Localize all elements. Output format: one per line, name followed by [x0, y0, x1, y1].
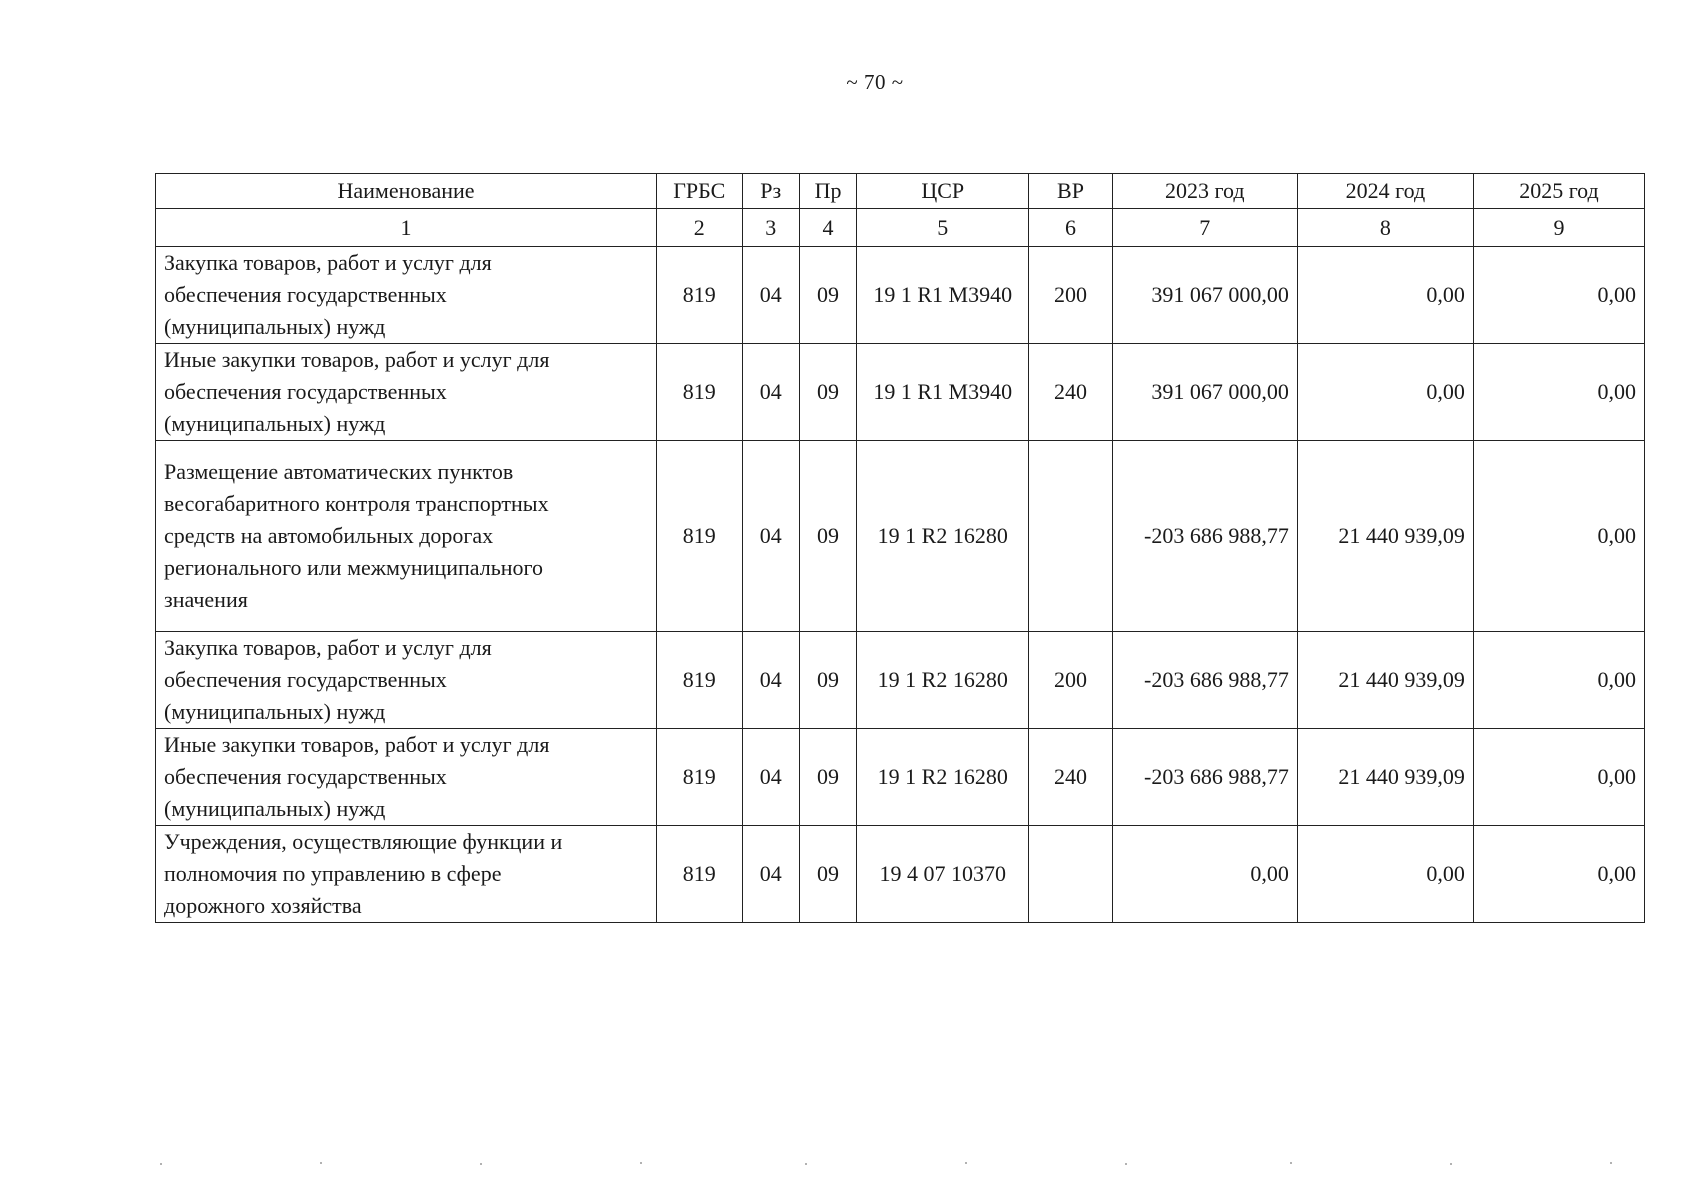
column-number: 8 [1297, 209, 1473, 247]
page-number: ~ 70 ~ [846, 70, 904, 94]
row-name-line: средств на автомобильных дорогах [164, 523, 494, 548]
row-name-line: Учреждения, осуществляющие функции и [164, 829, 563, 854]
row-rz: 04 [742, 826, 799, 923]
row-name [156, 632, 657, 729]
row-amount-2025: 0,00 [1473, 247, 1644, 344]
row-amount-2025: 0,00 [1473, 826, 1644, 923]
header-row [156, 174, 1645, 209]
row-name [156, 826, 657, 923]
row-amount-2024: 0,00 [1297, 826, 1473, 923]
scan-speck [1125, 1163, 1127, 1165]
row-amount-2025: 0,00 [1473, 344, 1644, 441]
row-vr: 200 [1029, 247, 1113, 344]
row-csr: 19 1 R2 16280 [857, 632, 1029, 729]
row-name-line: (муниципальных) нужд [164, 796, 386, 821]
row-name-line: обеспечения государственных [164, 379, 447, 404]
row-rz: 04 [742, 441, 799, 632]
row-name-line: обеспечения государственных [164, 764, 447, 789]
scan-speck [320, 1162, 322, 1164]
row-pr: 09 [799, 826, 856, 923]
row-name-line: значения [164, 587, 248, 612]
row-rz: 04 [742, 729, 799, 826]
row-pr: 09 [799, 441, 856, 632]
scan-speck [480, 1163, 482, 1165]
row-csr: 19 1 R2 16280 [857, 729, 1029, 826]
table-row [156, 344, 1645, 441]
header-csr: ЦСР [857, 174, 1029, 209]
column-number: 1 [156, 209, 657, 247]
row-name-line: полномочия по управлению в сфере [164, 861, 502, 886]
row-grbs: 819 [657, 729, 743, 826]
row-amount-2025: 0,00 [1473, 632, 1644, 729]
row-name-line: Закупка товаров, работ и услуг для [164, 250, 492, 275]
row-amount-2023: 391 067 000,00 [1112, 344, 1297, 441]
row-amount-2023: -203 686 988,77 [1112, 729, 1297, 826]
header-2025: 2025 год [1473, 174, 1644, 209]
header-grbs: ГРБС [657, 174, 743, 209]
row-vr [1029, 441, 1113, 632]
row-vr: 200 [1029, 632, 1113, 729]
row-amount-2024: 0,00 [1297, 247, 1473, 344]
row-vr: 240 [1029, 344, 1113, 441]
header-pr: Пр [799, 174, 856, 209]
row-name [156, 344, 657, 441]
row-name-line: (муниципальных) нужд [164, 314, 386, 339]
row-name-line: обеспечения государственных [164, 282, 447, 307]
scan-speck [1610, 1162, 1612, 1164]
column-number: 4 [799, 209, 856, 247]
table-row [156, 632, 1645, 729]
header-rz: Рз [742, 174, 799, 209]
row-amount-2024: 21 440 939,09 [1297, 729, 1473, 826]
row-pr: 09 [799, 344, 856, 441]
scan-speck [965, 1162, 967, 1164]
table-row [156, 247, 1645, 344]
table-row [156, 441, 1645, 632]
row-pr: 09 [799, 632, 856, 729]
column-number: 9 [1473, 209, 1644, 247]
column-number: 6 [1029, 209, 1113, 247]
row-rz: 04 [742, 247, 799, 344]
row-amount-2023: -203 686 988,77 [1112, 632, 1297, 729]
row-amount-2023: 391 067 000,00 [1112, 247, 1297, 344]
scan-speck [160, 1163, 162, 1165]
row-name-line: Закупка товаров, работ и услуг для [164, 635, 492, 660]
scan-speck [640, 1162, 642, 1164]
row-amount-2024: 0,00 [1297, 344, 1473, 441]
row-rz: 04 [742, 344, 799, 441]
row-amount-2023: 0,00 [1112, 826, 1297, 923]
row-name-line: дорожного хозяйства [164, 893, 362, 918]
row-csr: 19 1 R1 M3940 [857, 344, 1029, 441]
row-name [156, 247, 657, 344]
row-name-line: обеспечения государственных [164, 667, 447, 692]
row-name [156, 441, 657, 632]
row-pr: 09 [799, 247, 856, 344]
row-rz: 04 [742, 632, 799, 729]
header-2023: 2023 год [1112, 174, 1297, 209]
row-amount-2023: -203 686 988,77 [1112, 441, 1297, 632]
row-name-line: Иные закупки товаров, работ и услуг для [164, 732, 550, 757]
row-grbs: 819 [657, 632, 743, 729]
row-name-line: (муниципальных) нужд [164, 699, 386, 724]
column-number: 7 [1112, 209, 1297, 247]
column-number: 3 [742, 209, 799, 247]
row-name-line: регионального или межмуниципального [164, 555, 543, 580]
scan-speck [1290, 1162, 1292, 1164]
header-name: Наименование [156, 174, 657, 209]
row-amount-2024: 21 440 939,09 [1297, 632, 1473, 729]
row-csr: 19 4 07 10370 [857, 826, 1029, 923]
row-name-line: весогабаритного контроля транспортных [164, 491, 549, 516]
column-number: 2 [657, 209, 743, 247]
table-row [156, 826, 1645, 923]
row-vr: 240 [1029, 729, 1113, 826]
header-vr: ВР [1029, 174, 1113, 209]
row-name-line: Размещение автоматических пунктов [164, 459, 514, 484]
column-number: 5 [857, 209, 1029, 247]
row-grbs: 819 [657, 247, 743, 344]
scan-speck [1450, 1163, 1452, 1165]
row-csr: 19 1 R1 M3940 [857, 247, 1029, 344]
row-name-line: Иные закупки товаров, работ и услуг для [164, 347, 550, 372]
row-csr: 19 1 R2 16280 [857, 441, 1029, 632]
row-grbs: 819 [657, 826, 743, 923]
row-amount-2024: 21 440 939,09 [1297, 441, 1473, 632]
row-vr [1029, 826, 1113, 923]
row-name-line: (муниципальных) нужд [164, 411, 386, 436]
budget-table [155, 173, 1645, 923]
row-grbs: 819 [657, 441, 743, 632]
row-amount-2025: 0,00 [1473, 441, 1644, 632]
row-grbs: 819 [657, 344, 743, 441]
table-row [156, 729, 1645, 826]
header-2024: 2024 год [1297, 174, 1473, 209]
row-pr: 09 [799, 729, 856, 826]
scan-speck [805, 1163, 807, 1165]
column-number-row [156, 209, 1645, 247]
row-name [156, 729, 657, 826]
row-amount-2025: 0,00 [1473, 729, 1644, 826]
